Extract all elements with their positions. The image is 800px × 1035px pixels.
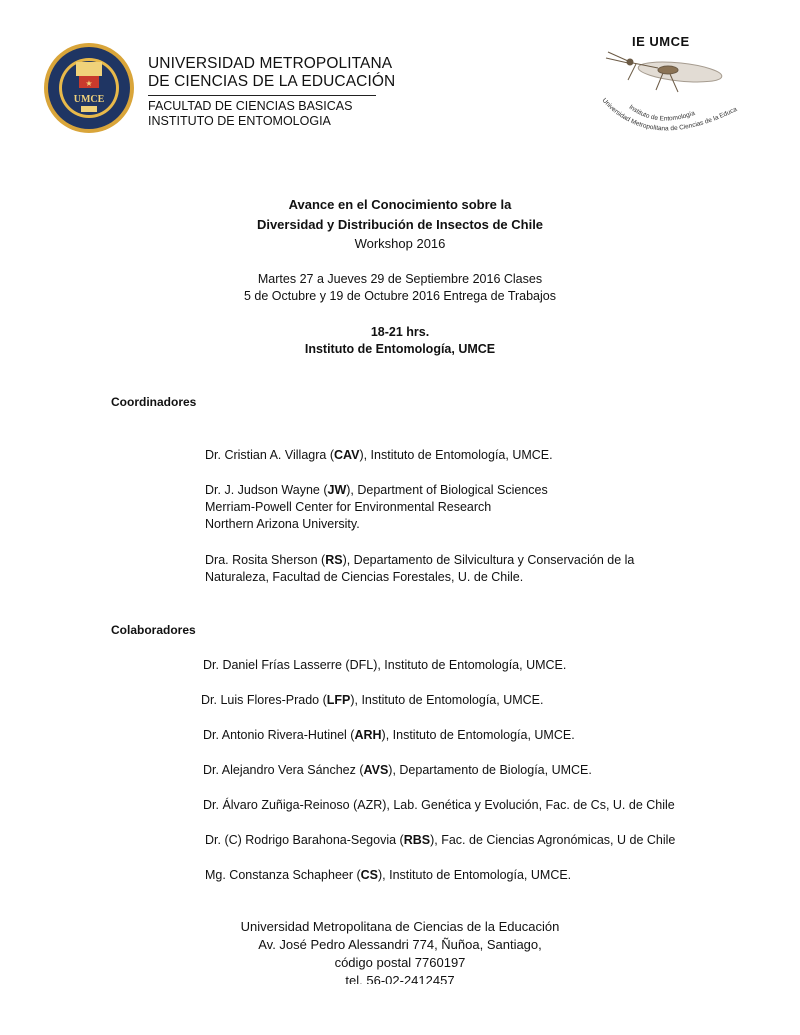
title-line3: Workshop 2016 [354, 236, 446, 251]
venue-place: Instituto de Entomología, UMCE [304, 342, 496, 356]
collaborator-entry: Mg. Constanza Schapheer (CS), Instituto de Entomología, UMCE. [205, 868, 572, 882]
collaborator-entry: Dr. Antonio Rivera-Hutinel (ARH), Instituto de Entomología, UMCE. [203, 728, 575, 742]
svg-text:Instituto de Entomología [628, 104, 697, 123]
colaboradores-heading: Colaboradores [111, 623, 196, 637]
svg-text:★: ★ [85, 79, 93, 88]
coordinator-entry: Dr. Cristian A. Villagra (CAV), Instituto de Entomología, UMCE. [205, 448, 553, 462]
dates-line1: Martes 27 a Jueves 29 de Septiembre 2016 Clases [257, 272, 543, 286]
ie-umce-title: IE UMCE [632, 34, 690, 49]
title-line1: Avance en el Conocimiento sobre la [288, 197, 512, 212]
ie-logo-arc1: Instituto de Entomología [627, 103, 697, 123]
university-name: UNIVERSIDAD METROPOLITANA DE CIENCIAS DE LA EDUCACIÓN [148, 55, 396, 90]
umce-seal-logo [43, 42, 135, 134]
faculty-block: FACULTAD DE CIENCIAS BASICAS INSTITUTO DE ENTOMOLOGIA [148, 99, 353, 128]
coordinator-entry: Dr. J. Judson Wayne (JW), Department of Biological Sciences Merriam-Powell Center for Environmental Research Northern Arizona University. [205, 483, 548, 531]
insect-icon [606, 52, 723, 92]
collaborator-entry: Dr. Alejandro Vera Sánchez (AVS), Departamento de Biología, UMCE. [203, 763, 592, 777]
footer-address: Universidad Metropolitana de Ciencias de la Educación Av. José Pedro Alessandri 774, Ñuñoa, Santiago, código postal 7760197 tel. 56-02-2412457 [240, 919, 560, 984]
title-line2: Diversidad y Distribución de Insectos de Chile [256, 217, 544, 232]
header-divider [148, 95, 376, 96]
venue-time: 18-21 hrs. [370, 325, 430, 339]
dates-line2: 5 de Octubre y 19 de Octubre 2016 Entrega de Trabajos [243, 289, 556, 303]
collaborator-entry: Dr. (C) Rodrigo Barahona-Segovia (RBS), Fac. de Ciencias Agronómicas, U de Chile [205, 833, 676, 847]
coordinadores-heading: Coordinadores [111, 395, 197, 409]
seal-text: UMCE [73, 94, 105, 105]
ie-logo-arc2: Universidad Metropolitana de Ciencias de la Educa [600, 97, 739, 133]
coordinator-entry: Dra. Rosita Sherson (RS), Departamento de Silvicultura y Conservación de la Naturaleza, Facultad de Ciencias Forestales, U. de Chile. [205, 553, 635, 584]
collaborator-entry: Dr. Álvaro Zuñiga-Reinoso (AZR), Lab. Genética y Evolución, Fac. de Cs, U. de Chile [203, 798, 675, 812]
collaborator-entry: Dr. Daniel Frías Lasserre (DFL), Instituto de Entomología, UMCE. [203, 658, 567, 672]
collaborator-entry: Dr. Luis Flores-Prado (LFP), Instituto de Entomología, UMCE. [201, 693, 544, 707]
